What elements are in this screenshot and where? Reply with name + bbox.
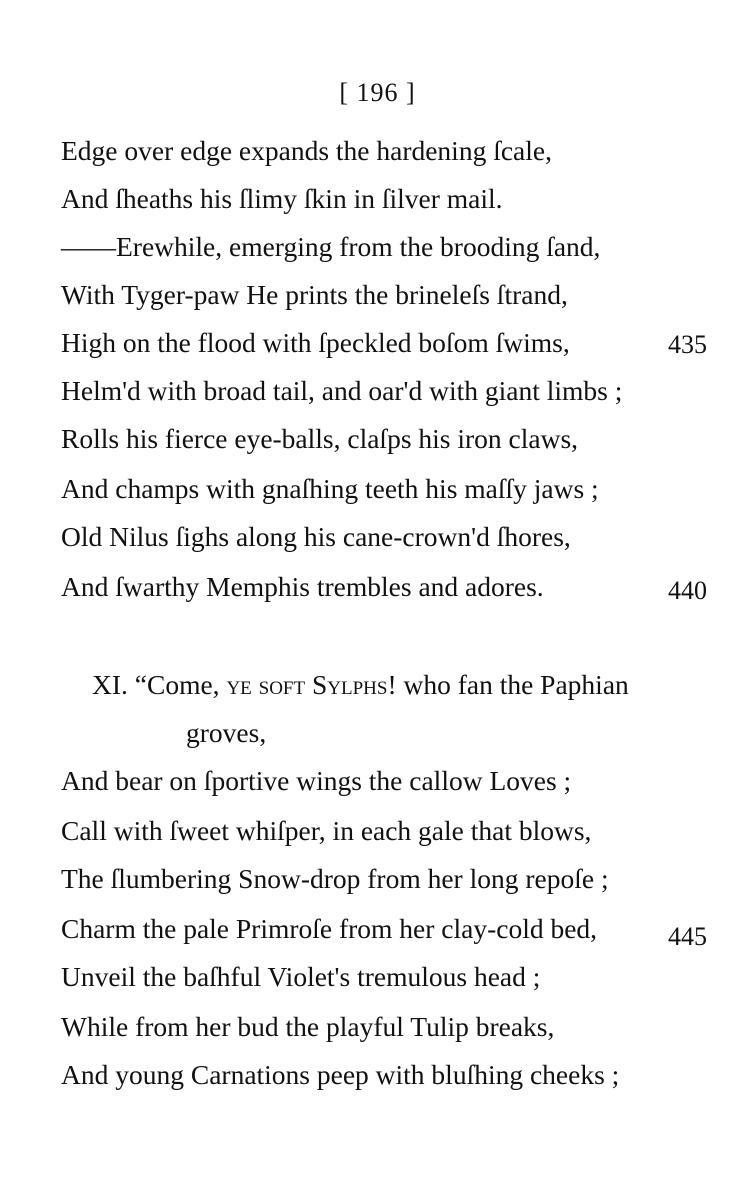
stanza-numeral: XI. bbox=[92, 669, 128, 700]
verse-line: High on the flood with ſpeckled boſom ſwims, bbox=[61, 327, 570, 358]
stanza-heading-line bbox=[92, 668, 629, 702]
verse-line: Charm the pale Primroſe from her clay-cold bed, bbox=[61, 913, 598, 944]
verse-line: Edge over edge expands the hardening ſcale, bbox=[61, 135, 552, 166]
verse-line: With Tyger-paw He prints the brineleſs ſtrand, bbox=[61, 279, 568, 310]
small-caps-text: ye soft Sylphs bbox=[226, 669, 388, 700]
verse-line: Unveil the baſhful Violet's tremulous head ; bbox=[61, 961, 541, 992]
heading-rest: ! who fan the Paphian bbox=[387, 669, 629, 700]
line-number: 440 bbox=[668, 576, 707, 605]
verse-line: And ſwarthy Memphis trembles and adores. bbox=[61, 571, 544, 602]
verse-line: And bear on ſportive wings the callow Loves ; bbox=[61, 765, 572, 796]
verse-continuation: groves, bbox=[186, 717, 267, 748]
verse-line: And ſheaths his ſlimy ſkin in ſilver mail. bbox=[61, 183, 503, 214]
verse-line: Helm'd with broad tail, and oar'd with giant limbs ; bbox=[61, 375, 623, 406]
verse-line: And young Carnations peep with bluſhing cheeks ; bbox=[61, 1059, 620, 1090]
verse-line: Call with ſweet whiſper, in each gale that blows, bbox=[61, 815, 592, 846]
page-number: [ 196 ] bbox=[339, 78, 416, 107]
line-number: 435 bbox=[668, 330, 707, 359]
opening-text: “Come, bbox=[134, 669, 220, 700]
line-number: 445 bbox=[668, 922, 707, 951]
verse-line: Old Nilus ſighs along his cane-crown'd ſhores, bbox=[61, 521, 571, 552]
verse-line: ——Erewhile, emerging from the brooding ſand, bbox=[61, 231, 601, 262]
verse-line: While from her bud the playful Tulip breaks, bbox=[61, 1011, 555, 1042]
verse-line: And champs with gnaſhing teeth his maſſy jaws ; bbox=[61, 473, 599, 504]
verse-line: The ſlumbering Snow-drop from her long repoſe ; bbox=[61, 863, 609, 894]
verse-line: Rolls his fierce eye-balls, claſps his iron claws, bbox=[61, 423, 579, 454]
